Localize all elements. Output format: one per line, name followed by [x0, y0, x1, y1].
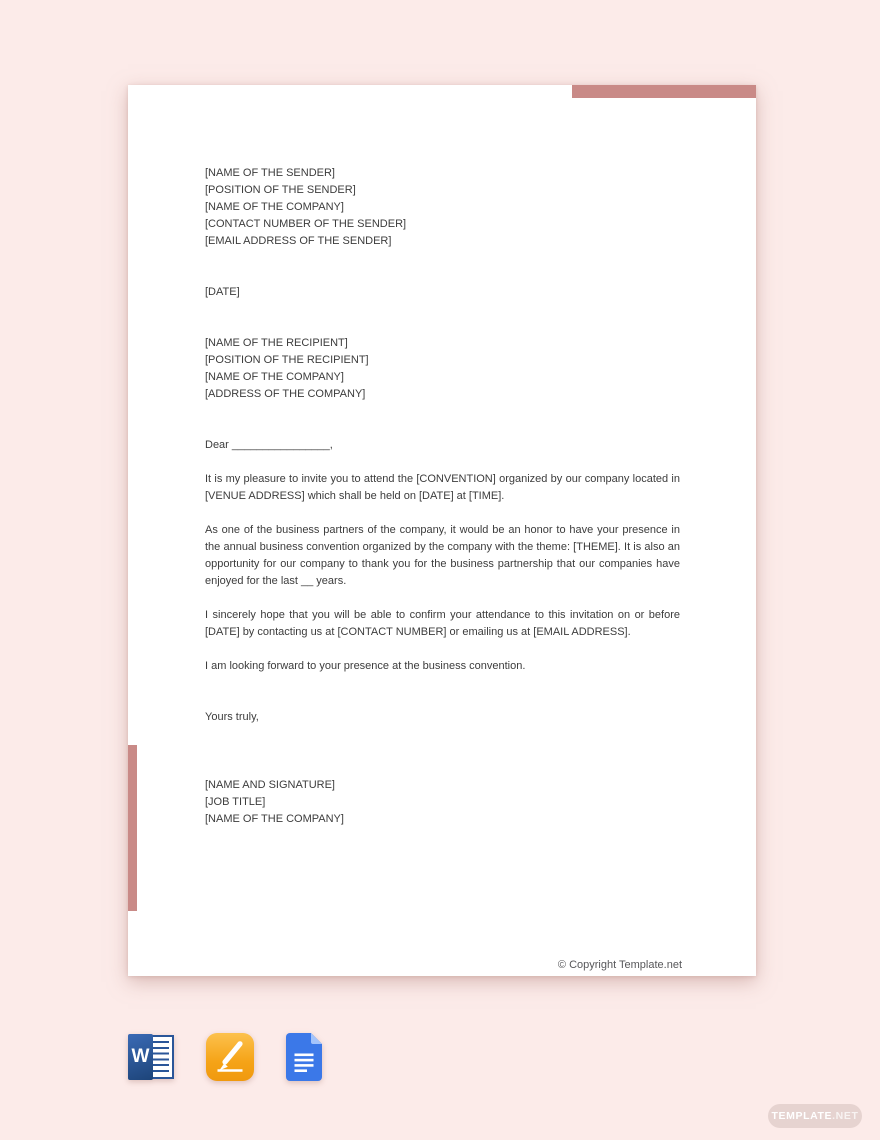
signature-job-title: [JOB TITLE] — [205, 796, 266, 808]
recipient-position: [POSITION OF THE RECIPIENT] — [205, 354, 369, 366]
left-accent-bar — [128, 745, 137, 911]
docs-page-icon — [286, 1033, 322, 1081]
salutation: Dear ________________, — [205, 439, 333, 451]
google-docs-icon[interactable] — [286, 1033, 322, 1081]
recipient-company: [NAME OF THE COMPANY] — [205, 371, 344, 383]
word-w-panel — [128, 1034, 153, 1080]
top-accent-bar — [572, 85, 756, 98]
apple-pages-icon[interactable] — [206, 1033, 254, 1081]
sender-block — [205, 165, 680, 250]
word-w-glyph: W — [131, 1046, 150, 1067]
letter-body — [205, 165, 680, 828]
sender-contact: [CONTACT NUMBER OF THE SENDER] — [205, 218, 407, 230]
paragraph-1: It is my pleasure to invite you to attend the [CONVENTION] organized by our company located in [VENUE ADDRESS] which shall be held on [DATE] at [TIME]. — [205, 473, 680, 502]
sender-position: [POSITION OF THE SENDER] — [205, 184, 356, 196]
sender-name: [NAME OF THE SENDER] — [205, 167, 335, 179]
signature-name: [NAME AND SIGNATURE] — [205, 779, 335, 791]
sender-company: [NAME OF THE COMPANY] — [205, 201, 344, 213]
sender-email: [EMAIL ADDRESS OF THE SENDER] — [205, 235, 392, 247]
recipient-address: [ADDRESS OF THE COMPANY] — [205, 388, 366, 400]
closing: Yours truly, — [205, 711, 259, 723]
paragraph-3: I sincerely hope that you will be able to confirm your attendance to this invitation on or before [DATE] by contacting us at [CONTACT NUMBER] or emailing us at [EMAIL ADDRESS]. — [205, 609, 680, 638]
format-icons-row — [128, 1033, 322, 1081]
watermark-tld: .NET — [832, 1110, 859, 1122]
signature-company: [NAME OF THE COMPANY] — [205, 813, 344, 825]
paragraph-4: I am looking forward to your presence at the business convention. — [205, 660, 526, 672]
signature-block — [205, 777, 680, 828]
ms-word-icon[interactable] — [128, 1033, 174, 1081]
pages-pen-icon — [206, 1033, 254, 1081]
paragraph-2: As one of the business partners of the company, it would be an honor to have your presence in the annual business convention organized by the company with the theme: [THEME]. It is also an opportunity for our company to thank you for the business partnership that our companies have enjoyed for the last __ years. — [205, 524, 680, 587]
recipient-block — [205, 335, 680, 403]
recipient-name: [NAME OF THE RECIPIENT] — [205, 337, 348, 349]
templatenet-watermark — [768, 1104, 862, 1128]
date-line: [DATE] — [205, 286, 240, 298]
letter-page — [128, 85, 756, 976]
copyright-text: © Copyright Template.net — [557, 959, 682, 971]
watermark-brand: TEMPLATE — [771, 1110, 833, 1122]
